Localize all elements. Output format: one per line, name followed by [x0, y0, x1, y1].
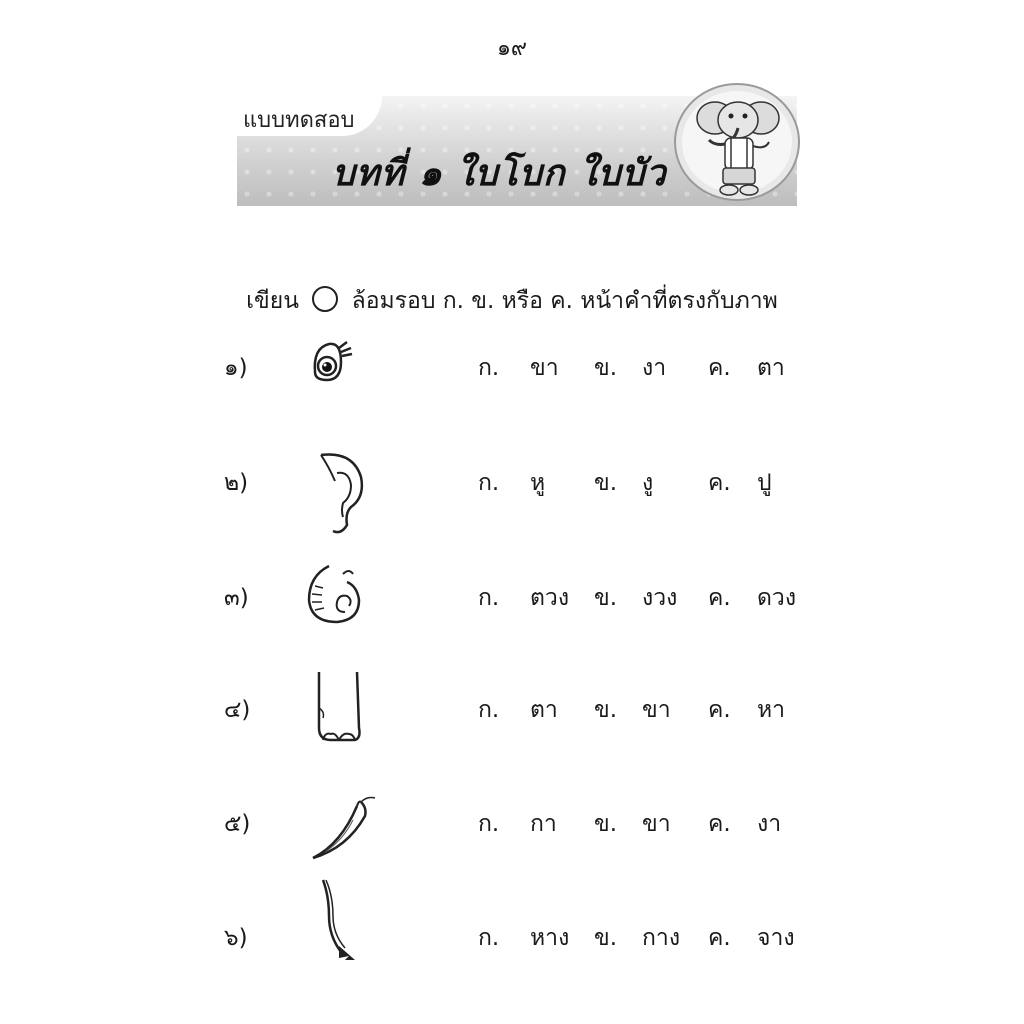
option-word[interactable]: ปู [757, 470, 772, 496]
option-word[interactable]: กา [530, 811, 557, 837]
question-number: ๕) [224, 811, 251, 837]
option-letter[interactable]: ก. [478, 811, 500, 837]
option-word[interactable]: งา [757, 811, 782, 837]
question-number: ๑) [224, 355, 248, 381]
option-word[interactable]: ตวง [530, 585, 570, 611]
page-number: ๑๙ [496, 36, 528, 61]
option-word[interactable]: หาง [530, 925, 570, 951]
option-letter[interactable]: ค. [708, 355, 731, 381]
option-letter[interactable]: ข. [594, 470, 618, 496]
option-letter[interactable]: ค. [708, 470, 731, 496]
instruction [0, 283, 1024, 319]
elephant-mascot-icon [665, 80, 805, 210]
trunk-icon [295, 560, 375, 640]
ear-icon [295, 447, 375, 537]
option-word[interactable]: งวง [642, 585, 678, 611]
option-word[interactable]: ดวง [757, 585, 797, 611]
option-letter[interactable]: ค. [708, 925, 731, 951]
leg-icon [295, 668, 375, 748]
question-number: ๖) [224, 925, 248, 951]
option-word[interactable]: จาง [757, 925, 795, 951]
question-row-1 [0, 350, 1024, 430]
option-letter[interactable]: ก. [478, 585, 500, 611]
option-letter[interactable]: ข. [594, 811, 618, 837]
option-letter[interactable]: ก. [478, 470, 500, 496]
instruction-after: ล้อมรอบ ก. ข. หรือ ค. หน้าคำที่ตรงกับภาพ [351, 288, 778, 314]
question-number: ๓) [224, 585, 249, 611]
option-word[interactable]: กาง [642, 925, 681, 951]
option-letter[interactable]: ค. [708, 697, 731, 723]
option-letter[interactable]: ข. [594, 925, 618, 951]
option-letter[interactable]: ก. [478, 925, 500, 951]
option-letter[interactable]: ข. [594, 697, 618, 723]
tail-icon [295, 876, 375, 966]
tusk-icon [295, 786, 375, 866]
circle-symbol-icon [312, 286, 338, 312]
option-word[interactable]: ตา [530, 697, 558, 723]
option-letter[interactable]: ค. [708, 585, 731, 611]
option-letter[interactable]: ข. [594, 355, 618, 381]
lesson-title: บทที่ ๑ ใบโบก ใบบัว [332, 153, 667, 194]
question-number: ๔) [224, 697, 251, 723]
option-word[interactable]: หา [757, 697, 786, 723]
question-row-4 [0, 692, 1024, 772]
option-letter[interactable]: ก. [478, 697, 500, 723]
instruction-before: เขียน [246, 288, 299, 314]
option-word[interactable]: ขา [642, 697, 671, 723]
option-word[interactable]: งู [642, 470, 654, 496]
eye-icon [295, 322, 375, 402]
option-letter[interactable]: ค. [708, 811, 731, 837]
option-word[interactable]: ตา [757, 355, 785, 381]
question-row-5 [0, 806, 1024, 886]
option-word[interactable]: ขา [530, 355, 559, 381]
banner-label: แบบทดสอบ [243, 108, 355, 133]
question-row-6 [0, 920, 1024, 1000]
option-word[interactable]: ขา [642, 811, 671, 837]
option-letter[interactable]: ก. [478, 355, 500, 381]
option-word[interactable]: หู [530, 470, 546, 496]
option-letter[interactable]: ข. [594, 585, 618, 611]
banner-tab [237, 96, 382, 136]
question-number: ๒) [224, 470, 249, 496]
question-row-2 [0, 465, 1024, 545]
option-word[interactable]: งา [642, 355, 667, 381]
question-row-3 [0, 580, 1024, 660]
